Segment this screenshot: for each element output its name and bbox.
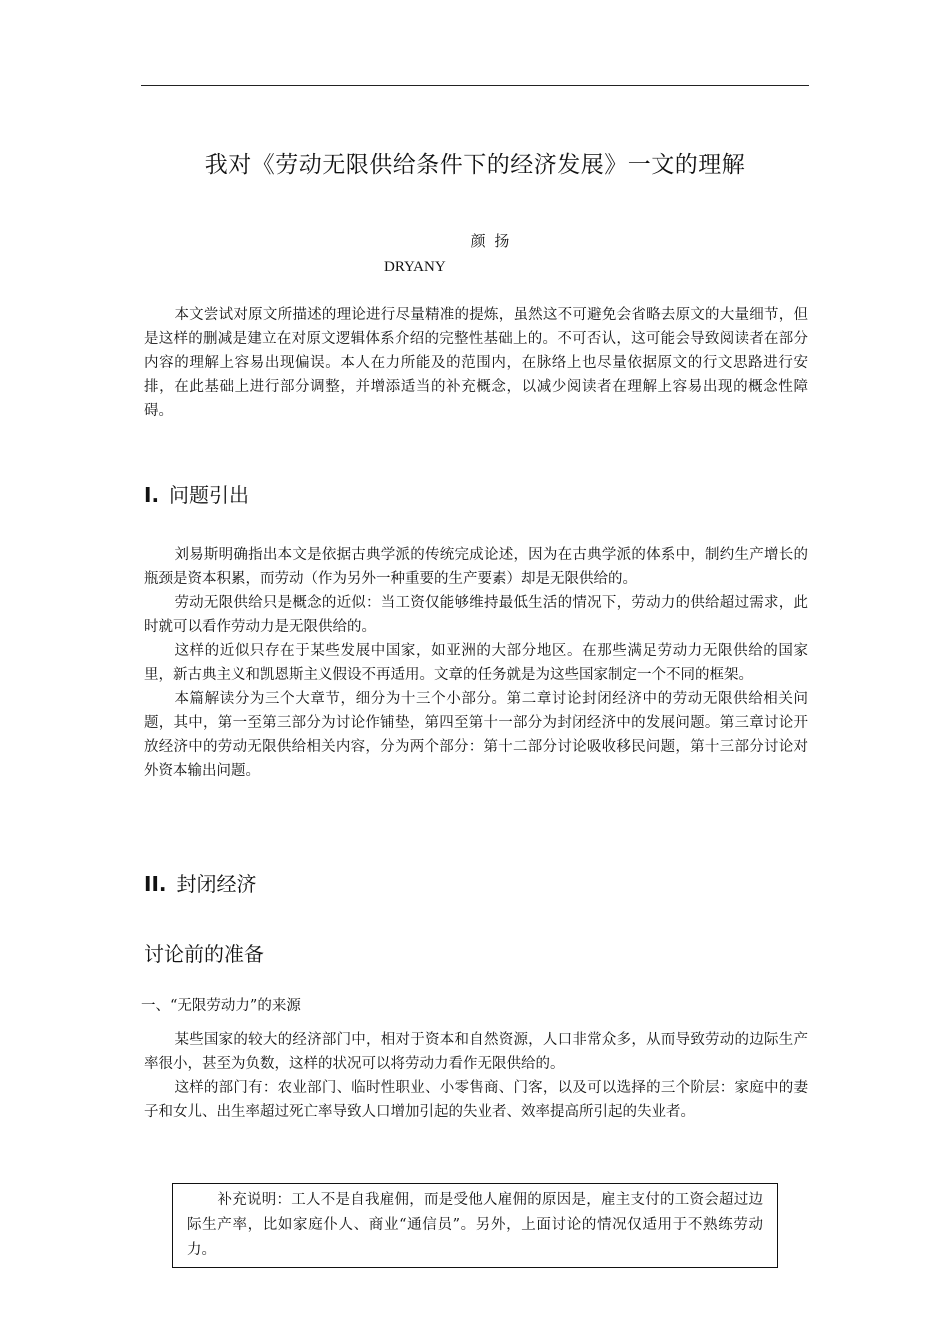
supplementary-note-box	[172, 1183, 778, 1268]
document-title: 我对《劳动无限供给条件下的经济发展》一文的理解	[204, 152, 746, 178]
section-1-number: I.	[144, 483, 160, 507]
section-1-paragraph: 这样的近似只存在于某些发展中国家，如亚洲的大部分地区。在那些满足劳动力无限供给的国家里，新古典主义和凯恩斯主义假设不再适用。文章的任务就是为这些国家制定一个不同的框架。	[144, 643, 808, 683]
section-2-subheading: 讨论前的准备	[144, 942, 264, 966]
part-1-body	[144, 1028, 808, 1124]
section-1-paragraph: 劳动无限供给只是概念的近似：当工资仅能够维持最低生活的情况下，劳动力的供给超过需求，此时就可以看作劳动力是无限供给的。	[144, 595, 808, 635]
abstract-block	[144, 303, 808, 423]
author-english-name: DRYANY	[384, 259, 446, 275]
section-2-title: 封闭经济	[176, 872, 257, 896]
part-1-paragraph: 这样的部门有：农业部门、临时性职业、小零售商、门客，以及可以选择的三个阶层：家庭中的妻子和女儿、出生率超过死亡率导致人口增加引起的失业者、效率提高所引起的失业者。	[144, 1080, 808, 1120]
abstract-paragraph: 本文尝试对原文所描述的理论进行尽量精准的提炼，虽然这不可避免会省略去原文的大量细节，但是这样的删减是建立在对原文逻辑体系介绍的完整性基础上的。不可否认，这可能会导致阅读者在部分内容的理解上容易出现偏误。本人在力所能及的范围内，在脉络上也尽量依据原文的行文思路进行安排，在此基础上进行部分调整，并增添适当的补充概念，以减少阅读者在理解上容易出现的概念性障碍。	[144, 307, 808, 419]
section-1-paragraph: 本篇解读分为三个大章节，细分为十三个小部分。第二章讨论封闭经济中的劳动无限供给相关问题，其中，第一至第三部分为讨论作铺垫，第四至第十一部分为封闭经济中的发展问题。第三章讨论开放经济中的劳动无限供给相关内容，分为两个部分：第十二部分讨论吸收移民问题，第十三部分讨论对外资本输出问题。	[144, 691, 808, 779]
section-2-heading	[144, 870, 256, 898]
section-1-heading	[144, 481, 249, 509]
header-rule	[141, 85, 809, 86]
author-chinese-name: 颜 扬	[470, 232, 512, 250]
part-1-paragraph: 某些国家的较大的经济部门中，相对于资本和自然资源，人口非常众多，从而导致劳动的边际生产率很小，甚至为负数，这样的状况可以将劳动力看作无限供给的。	[144, 1032, 808, 1072]
section-1-title: 问题引出	[169, 483, 250, 507]
section-2-number: II.	[144, 872, 167, 896]
section-1-body	[144, 543, 808, 783]
supplementary-note-text: 补充说明：工人不是自我雇佣，而是受他人雇佣的原因是，雇主支付的工资会超过边际生产率，比如家庭仆人、商业“通信员”。另外，上面讨论的情况仅适用于不熟练劳动力。	[187, 1192, 763, 1258]
part-1-heading: 一、“无限劳动力”的来源	[141, 998, 301, 1014]
section-1-paragraph: 刘易斯明确指出本文是依据古典学派的传统完成论述，因为在古典学派的体系中，制约生产增长的瓶颈是资本积累，而劳动（作为另外一种重要的生产要素）却是无限供给的。	[144, 547, 808, 587]
